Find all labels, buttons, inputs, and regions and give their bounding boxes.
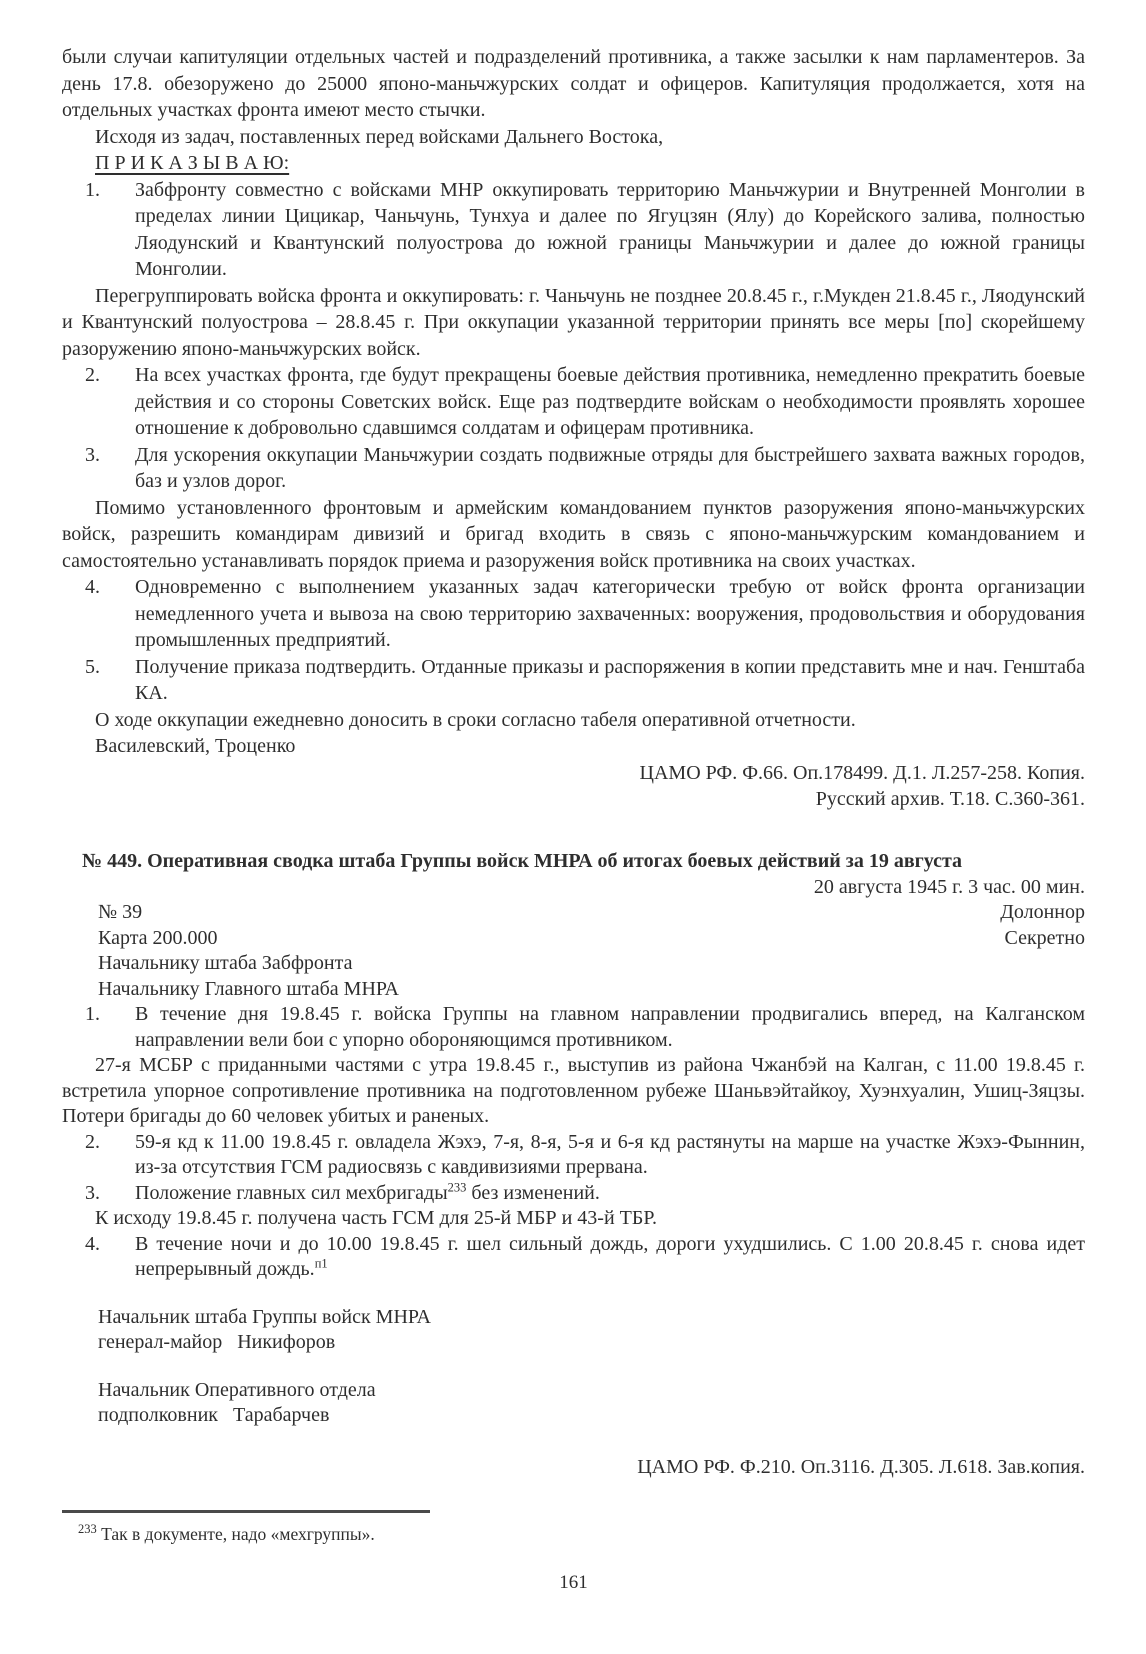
signature-rank-name: генерал-майор Никифоров: [98, 1331, 336, 1353]
order-item-2: [62, 362, 1085, 442]
item-number: 2.: [85, 364, 100, 386]
order-item-1: [62, 177, 1085, 283]
report-number: № 39: [98, 901, 143, 923]
document-datetime: 20 августа 1945 г. 3 час. 00 мин.: [813, 875, 1085, 898]
archive-citation: ЦАМО РФ. Ф.210. Оп.3116. Д.305. Л.618. Зав.копия.: [637, 1455, 1085, 1478]
report-item-4: [62, 1232, 1085, 1283]
footnote-reference: 233: [447, 1179, 467, 1194]
document-448-order-text: [62, 44, 1085, 813]
item-number: 1.: [85, 178, 100, 201]
item-number: 3.: [85, 443, 100, 466]
map-scale: Карта 200.000: [98, 926, 218, 949]
archive-citation: ЦАМО РФ. Ф.66. Оп.178499. Д.1. Л.257-258. Копия.: [639, 761, 1085, 784]
item-text-part: Положение главных сил мехбригады: [135, 1181, 448, 1204]
item-text: Для ускорения оккупации Маньчжурии создать подвижные отряды для быстрейшего захвата важных городов, баз и узлов дорог.: [135, 443, 1085, 492]
report-item-3: [62, 1181, 1085, 1207]
document-449-operational-report: [62, 847, 1085, 1481]
footnote-separator-rule: [62, 1510, 430, 1513]
map-secrecy-row: [62, 926, 1085, 952]
prikazyvayu-text: П Р И К А З Ы В А Ю:: [95, 152, 290, 174]
item-text: [135, 1232, 1085, 1283]
number-place-row: [62, 900, 1085, 926]
paragraph-capitulation: были случаи капитуляции отдельных частей и подразделений противника, а также засылки к нам парламентеров. За день 17.8. обезоружено до 25000 японо-маньчжурских солдат и офицеров. Капитуляция продолжается, хотя на отдельных участках фронта имеют место стычки.: [62, 46, 1085, 121]
page-footer: [62, 1510, 1085, 1594]
paragraph-kiskhodu: К исходу 19.8.45 г. получена часть ГСМ для 25-й МБР и 43-й ТБР.: [95, 1207, 657, 1229]
item-number: 1.: [85, 1003, 100, 1025]
paragraph-regroup: Перегруппировать войска фронта и оккупировать: г. Чаньчунь не позднее 20.8.45 г., г.Мукден 21.8.45 г., Ляодунский и Квантунский полуострова – 28.8.45 г. При оккупации указанной территории принять все меры [по] скорейшему разоружению японо-маньчжурских войск.: [62, 284, 1085, 360]
page-number: 161: [559, 1572, 588, 1593]
item-text-part: без изменений.: [466, 1181, 600, 1204]
item-text: В течение дня 19.8.45 г. войска Группы на главном направлении продвигались вперед, на Калганском направлении вели бои с упорно обороняющимся противником.: [135, 1003, 1085, 1051]
paragraph-pomimo: Помимо установленного фронтовым и армейским командованием пунктов разоружения японо-маньчжурских войск, разрешить командирам дивизий и бригад входить в связь с японо-маньчжурским командованием и самостоятельно устанавливать порядок приема и разоружения войск противника на своих участках.: [62, 496, 1085, 572]
item-number: 4.: [85, 576, 100, 598]
signature-title: Начальник Оперативного отдела: [98, 1378, 376, 1401]
prikazyvayu-line: [62, 150, 1085, 177]
order-item-3: [62, 442, 1085, 495]
item-text: Получение приказа подтвердить. Отданные приказы и распоряжения в копии представить мне и нач. Генштаба КА.: [135, 655, 1085, 704]
paragraph-okhode: О ходе оккупации ежедневно доносить в сроки согласно табеля оперативной отчетности.: [95, 708, 856, 731]
footnote-marker: 233: [78, 1522, 97, 1537]
report-item-2: [62, 1130, 1085, 1181]
addressee-line: Начальнику штаба Забфронта: [98, 952, 353, 974]
item-text: [135, 1181, 1085, 1207]
order-item-5: [62, 654, 1085, 707]
footnote-233: [62, 1522, 1085, 1546]
report-item-1: [62, 1002, 1085, 1053]
footnote-reference: п1: [314, 1256, 328, 1271]
item-number: 5.: [85, 655, 100, 678]
item-number: 4.: [85, 1232, 100, 1255]
archive-citation: Русский архив. Т.18. С.360-361.: [815, 788, 1085, 810]
item-number: 3.: [85, 1181, 100, 1204]
item-text: Забфронту совместно с войсками МНР оккупировать территорию Маньчжурии и Внутренней Монголии в пределах линии Цицикар, Чаньчунь, Тунхуа и далее по Ягуцзян (Ялу) до Корейского залива, полностью Ляодунский и Квантунский полуострова до южной границы Маньчжурии и далее до южной границы Монголии.: [135, 178, 1085, 280]
signature-block-chief-of-staff: [62, 1305, 1085, 1356]
item-text: Одновременно с выполнением указанных задач категорически требую от войск фронта организации немедленного учета и вывоза на свою территорию захваченных: вооружения, продовольствия и оборудования промышленных предприятий.: [135, 576, 1085, 651]
paragraph-27msbr: 27-я МСБР с приданными частями с утра 19.8.45 г., выступив из района Чжанбэй на Калган, с 11.00 19.8.45 г. встретила упорное сопротивление противника на подготовленном рубеже Шаньвэйтайкоу, Хуэнхуалин, Ушиц-Зяцзы. Потери бригады до 60 человек убитых и раненых.: [62, 1054, 1085, 1127]
signature-title: Начальник штаба Группы войск МНРА: [98, 1305, 431, 1328]
secrecy-stamp: Секретно: [1004, 926, 1085, 949]
item-text-part: В течение ночи и до 10.00 19.8.45 г. шел сильный дождь, дороги ухудшились. С 1.00 20.8.45 г. снова идет непрерывный дождь.: [135, 1232, 1085, 1280]
addressee-line: Начальнику Главного штаба МНРА: [98, 977, 399, 1000]
footnote-text: Так в документе, надо «мехгруппы».: [96, 1524, 375, 1544]
order-item-4: [62, 574, 1085, 654]
signature-rank-name: подполковник Тарабарчев: [98, 1404, 330, 1426]
paragraph-ishodya: Исходя из задач, поставленных перед войсками Дальнего Востока,: [95, 125, 664, 148]
item-number: 2.: [85, 1130, 100, 1153]
signature-vasilevsky: Василевский, Троценко: [95, 735, 296, 757]
signature-block-operations-chief: [62, 1378, 1085, 1429]
item-text: На всех участках фронта, где будут прекращены боевые действия противника, немедленно прекратить боевые действия и со стороны Советских войск. Еще раз подтвердите войскам о необходимости проявлять хорошее отношение к добровольно сдавшимся солдатам и офицерам противника.: [135, 364, 1085, 439]
place-name: Долоннор: [1000, 901, 1085, 923]
document-449-title: № 449. Оперативная сводка штаба Группы войск МНРА об итогах боевых действий за 19 августа: [82, 849, 963, 872]
item-text: 59-я кд к 11.00 19.8.45 г. овладела Жэхэ, 7-я, 8-я, 5-я и 6-я кд растянуты на марше на участке Жэхэ-Фыннин, из-за отсутствия ГСМ радиосвязь с кавдивизиями прервана.: [135, 1130, 1085, 1178]
